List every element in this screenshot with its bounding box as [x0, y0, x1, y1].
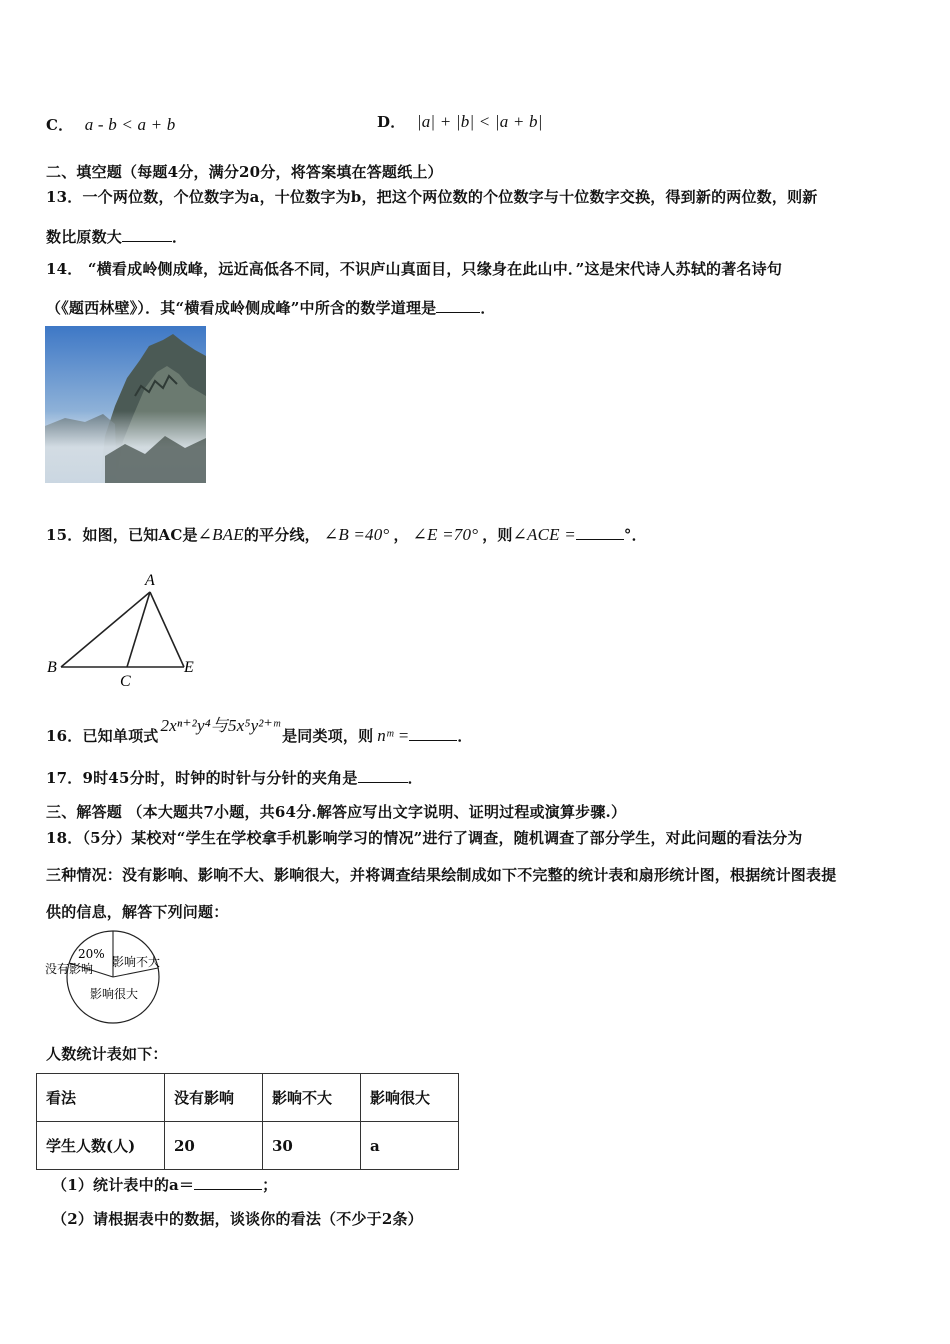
- table-cell: 看法: [37, 1074, 165, 1122]
- table-cell: 20: [165, 1122, 263, 1170]
- q15-mid2: ，则: [482, 526, 513, 544]
- angle-bae: ∠BAE: [197, 525, 244, 544]
- table-header-row: [37, 1074, 459, 1122]
- q17-suffix: ．: [407, 769, 423, 787]
- triangle-figure: [44, 570, 204, 690]
- q14-line1: 14． “横看成岭侧成峰，远近高低各不同，不识庐山真面目，只缘身在此山中．”这是宋代诗人苏轼的著名诗句: [46, 260, 783, 278]
- q14-answer-blank[interactable]: [436, 298, 480, 313]
- pie-label-little-effect: 影响不大: [112, 955, 161, 969]
- table-caption: 人数统计表如下：: [46, 1045, 168, 1063]
- q18-line1: 18．（5分）某校对“学生在学校拿手机影响学习的情况”进行了调查，随机调查了部分学生，对此问题的看法分为: [46, 829, 803, 847]
- q16-mid: 是同类项，则: [282, 727, 374, 745]
- pie-chart: [44, 930, 174, 1026]
- angle-b: ∠B =40°: [323, 525, 390, 544]
- q16-power: nᵐ =: [377, 726, 410, 745]
- option-c-expr: a - b < a + b: [84, 115, 176, 134]
- pie-label-pct: 20%: [78, 947, 105, 961]
- table-cell: 影响不大: [263, 1074, 361, 1122]
- q15-suffix: °．: [623, 526, 647, 544]
- q13-line2: [46, 226, 187, 247]
- label-b: B: [47, 659, 57, 676]
- q13-period: ．: [172, 228, 188, 246]
- q18-sub2: （2）请根据表中的数据，谈谈你的看法（不少于2条）: [52, 1210, 423, 1228]
- q18-line3: 供的信息，解答下列问题：: [46, 903, 229, 921]
- q15-sep: ，: [393, 526, 409, 544]
- q17-prefix: 17．9时45分时，时钟的时针与分针的夹角是: [46, 769, 358, 787]
- q15-mid1: 的平分线，: [243, 526, 320, 544]
- pie-divider-right: [113, 968, 158, 977]
- q16-monomials: 2xⁿ⁺²y⁴与5x⁵y²⁺ᵐ: [160, 716, 281, 735]
- q13-line1: 13．一个两位数，个位数字为a，十位数字为b，把这个两位数的个位数字与十位数字交换，得到新的两位数，则新: [46, 188, 818, 206]
- section2-header: 二、填空题（每题4分，满分20分，将答案填在答题纸上）: [46, 163, 443, 181]
- label-e: E: [184, 659, 194, 676]
- table-cell: 影响很大: [361, 1074, 459, 1122]
- q18-sub1-text: （1）统计表中的a＝: [52, 1176, 195, 1194]
- q15-text: [46, 524, 647, 545]
- table-cell: 30: [263, 1122, 361, 1170]
- q18-sub1-answer-blank[interactable]: [194, 1175, 262, 1190]
- option-d-label: D．: [377, 113, 406, 131]
- option-c: [46, 114, 176, 135]
- table-cell: 学生人数(人): [37, 1122, 165, 1170]
- q14-text: （《题西林壁》）．其“横看成岭侧成峰”中所含的数学道理是: [46, 299, 437, 317]
- q16-answer-blank[interactable]: [409, 726, 457, 741]
- q15-answer-blank[interactable]: [576, 525, 624, 540]
- option-d-expr: |a| + |b| < |a + b|: [416, 112, 543, 131]
- pie-label-no-effect: 没有影响: [45, 962, 94, 976]
- pie-label-big-effect: 影响很大: [90, 987, 139, 1001]
- section3-header: 三、解答题 （本大题共7小题，共64分.解答应写出文字说明、证明过程或演算步骤.）: [46, 803, 627, 821]
- q18-sub1-suffix: ；: [262, 1176, 278, 1194]
- q18-sub1: [52, 1174, 277, 1195]
- q18-line2: 三种情况：没有影响、影响不大、影响很大，并将调查结果绘制成如下不完整的统计表和扇形统计图，根据统计图表提: [46, 866, 837, 884]
- q13-answer-blank[interactable]: [122, 227, 172, 242]
- stats-table: [36, 1073, 459, 1170]
- q16-text: [46, 716, 473, 746]
- table-cell: 没有影响: [165, 1074, 263, 1122]
- q17-answer-blank[interactable]: [358, 768, 408, 783]
- q16-suffix: ．: [457, 727, 473, 745]
- table-row: [37, 1122, 459, 1170]
- q15-prefix: 15．如图，已知AC是: [46, 526, 198, 544]
- q14-period: ．: [480, 299, 496, 317]
- q13-text: 数比原数大: [46, 228, 123, 246]
- side-ae: [150, 592, 184, 667]
- option-d: [377, 111, 543, 132]
- angle-ace: ∠ACE =: [512, 525, 576, 544]
- side-ac: [127, 592, 150, 667]
- label-a: A: [145, 572, 155, 589]
- side-ba: [61, 592, 150, 667]
- mountain-photo: [45, 326, 206, 483]
- table-cell: a: [361, 1122, 459, 1170]
- q17-text: [46, 767, 423, 788]
- q14-line2: [46, 297, 496, 318]
- angle-e: ∠E =70°: [412, 525, 479, 544]
- label-c: C: [120, 673, 131, 690]
- q16-prefix: 16．已知单项式: [46, 727, 159, 745]
- option-c-label: C．: [46, 116, 74, 134]
